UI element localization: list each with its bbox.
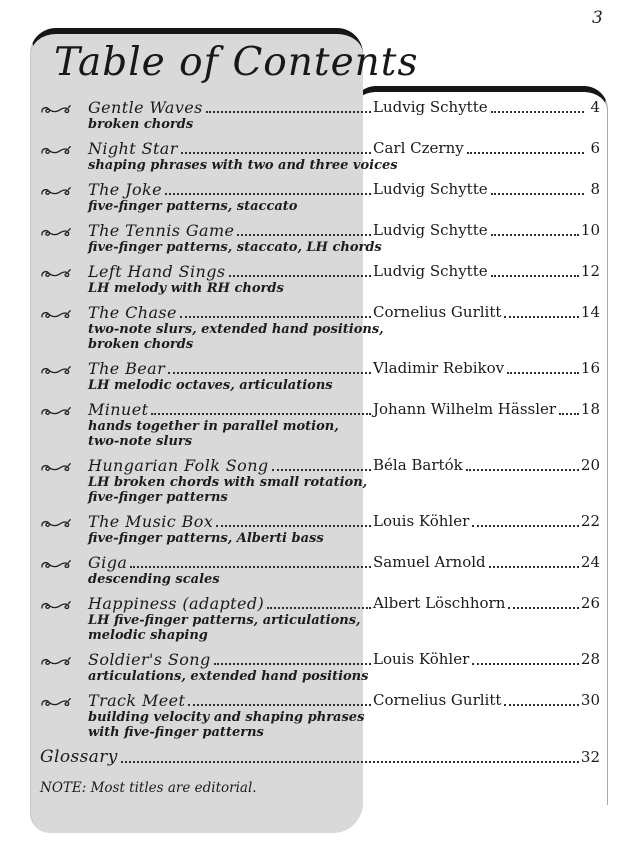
piece-page-number: 8 (590, 180, 600, 198)
composer-name: Carl Czerny (373, 139, 464, 157)
piece-page-number: 20 (580, 456, 600, 474)
composer-name: Béla Bartók (373, 456, 463, 474)
toc-entry-line (88, 650, 600, 669)
swirl-flourish-icon (40, 139, 88, 173)
toc-entry (40, 691, 600, 740)
leader-dots (504, 316, 579, 318)
skill-description: articulations, extended hand positions (88, 669, 369, 684)
leader-dots (267, 607, 371, 609)
toc-entry-body (88, 456, 600, 505)
skill-description: five-finger patterns (88, 490, 228, 505)
skill-description: two-note slurs, extended hand positions, (88, 322, 384, 337)
toc-entry-lead (88, 553, 373, 572)
composer-name: Cornelius Gurlitt (373, 691, 502, 709)
composer-name: Ludvig Schytte (373, 262, 488, 280)
toc-entry-lead (88, 400, 373, 419)
piece-page-number: 28 (580, 650, 600, 668)
skill-description: five-finger patterns, staccato, LH chords (88, 240, 382, 255)
swirl-flourish-icon (40, 594, 88, 643)
page-title: Table of Contents (54, 40, 419, 85)
leader-dots (491, 234, 579, 236)
leader-dots (151, 413, 371, 415)
toc-entry-body (88, 691, 600, 740)
skill-description: LH broken chords with small rotation, (88, 475, 368, 490)
toc-entry-body (88, 594, 600, 643)
glossary-page-number: 32 (580, 748, 600, 766)
toc-entry (40, 553, 600, 587)
toc-entry-line (88, 594, 600, 613)
toc-entry-line (88, 456, 600, 475)
toc-entry-line (88, 691, 600, 710)
toc-entry-line (88, 262, 600, 281)
skill-description: building velocity and shaping phrases (88, 710, 365, 725)
leader-dots (491, 111, 584, 113)
piece-page-number: 16 (580, 359, 600, 377)
piece-title: The Tennis Game (88, 221, 235, 240)
toc-content (40, 98, 600, 796)
swirl-flourish-icon (40, 359, 88, 393)
leader-dots (507, 372, 579, 374)
leader-dots (181, 152, 371, 154)
leader-dots (559, 413, 579, 415)
toc-entry (40, 594, 600, 643)
toc-entry-lead (88, 456, 373, 475)
toc-entry (40, 139, 600, 173)
skill-description: broken chords (88, 337, 194, 352)
piece-page-number: 6 (590, 139, 600, 157)
skill-description: shaping phrases with two and three voices (88, 158, 398, 173)
composer-name: Samuel Arnold (373, 553, 486, 571)
composer-name: Ludvig Schytte (373, 180, 488, 198)
toc-entry-line (88, 221, 600, 240)
piece-page-number: 10 (580, 221, 600, 239)
skill-description: descending scales (88, 572, 220, 587)
swirl-flourish-icon (40, 262, 88, 296)
swirl-flourish-icon (40, 512, 88, 546)
page-number: 3 (592, 8, 603, 28)
leader-dots (188, 704, 371, 706)
toc-entry-lead (88, 98, 373, 117)
leader-dots (168, 372, 371, 374)
piece-title: Giga (88, 553, 128, 572)
skill-description: melodic shaping (88, 628, 208, 643)
leader-dots (130, 566, 371, 568)
piece-title: Minuet (88, 400, 149, 419)
toc-entry-lead (88, 512, 373, 531)
piece-page-number: 26 (580, 594, 600, 612)
toc-entry-line (88, 303, 600, 322)
composer-name: Louis Köhler (373, 512, 470, 530)
skill-description: five-finger patterns, staccato (88, 199, 298, 214)
toc-entry-lead (88, 650, 373, 669)
skill-description: two-note slurs (88, 434, 193, 449)
toc-entry-body (88, 98, 600, 132)
piece-title: Happiness (adapted) (88, 594, 265, 613)
piece-title: The Joke (88, 180, 162, 199)
piece-page-number: 24 (580, 553, 600, 571)
swirl-flourish-icon (40, 691, 88, 740)
leader-dots (472, 663, 579, 665)
swirl-flourish-icon (40, 553, 88, 587)
toc-entry (40, 400, 600, 449)
toc-entry-body (88, 262, 600, 296)
toc-entry-line (88, 180, 600, 199)
leader-dots (472, 525, 579, 527)
toc-entry (40, 180, 600, 214)
glossary-title: Glossary (40, 747, 118, 767)
piece-page-number: 18 (580, 400, 600, 418)
leader-dots (272, 469, 371, 471)
piece-title: The Bear (88, 359, 166, 378)
toc-entry-lead (88, 594, 373, 613)
leader-dots (229, 275, 372, 277)
leader-dots (214, 663, 371, 665)
piece-page-number: 12 (580, 262, 600, 280)
leader-dots (237, 234, 371, 236)
composer-name: Albert Löschhorn (373, 594, 506, 612)
toc-entry-line (88, 359, 600, 378)
leader-dots (206, 111, 371, 113)
composer-name: Cornelius Gurlitt (373, 303, 502, 321)
toc-entry-line (88, 400, 600, 419)
toc-entry-lead (88, 180, 373, 199)
toc-entry-body (88, 303, 600, 352)
toc-entry-lead (88, 691, 373, 710)
toc-entry-lead (88, 221, 373, 240)
toc-entry-body (88, 139, 600, 173)
toc-entry-body (88, 359, 600, 393)
leader-dots (180, 316, 371, 318)
toc-entry-body (88, 400, 600, 449)
composer-name: Ludvig Schytte (373, 221, 488, 239)
toc-entry-body (88, 512, 600, 546)
toc-entry (40, 512, 600, 546)
skill-description: LH melody with RH chords (88, 281, 284, 296)
toc-entry-lead (88, 262, 373, 281)
piece-page-number: 4 (590, 98, 600, 116)
toc-entry (40, 221, 600, 255)
swirl-flourish-icon (40, 456, 88, 505)
skill-description: LH melodic octaves, articulations (88, 378, 333, 393)
toc-entry-lead (88, 139, 373, 158)
editorial-note: NOTE: Most titles are editorial. (40, 780, 257, 796)
swirl-flourish-icon (40, 400, 88, 449)
leader-dots (165, 193, 371, 195)
skill-description: with five-finger patterns (88, 725, 264, 740)
toc-entry-line (88, 139, 600, 158)
toc-entry-body (88, 553, 600, 587)
piece-page-number: 14 (580, 303, 600, 321)
toc-entry-lead (88, 303, 373, 322)
skill-description: hands together in parallel motion, (88, 419, 339, 434)
piece-title: Night Star (88, 139, 178, 158)
swirl-flourish-icon (40, 180, 88, 214)
piece-title: Soldier's Song (88, 650, 211, 669)
toc-entry-list (40, 98, 600, 740)
composer-name: Louis Köhler (373, 650, 470, 668)
glossary-row (40, 747, 600, 767)
toc-entry (40, 456, 600, 505)
piece-title: The Chase (88, 303, 177, 322)
piece-title: The Music Box (88, 512, 214, 531)
toc-entry-lead (88, 359, 373, 378)
leader-dots (121, 761, 579, 763)
piece-title: Hungarian Folk Song (88, 456, 269, 475)
swirl-flourish-icon (40, 221, 88, 255)
toc-entry (40, 262, 600, 296)
piece-title: Gentle Waves (88, 98, 203, 117)
toc-entry-line (88, 553, 600, 572)
leader-dots (491, 193, 584, 195)
piece-title: Track Meet (88, 691, 186, 710)
composer-name: Vladimir Rebikov (373, 359, 505, 377)
piece-title: Left Hand Sings (88, 262, 226, 281)
toc-entry-line (88, 512, 600, 531)
skill-description: five-finger patterns, Alberti bass (88, 531, 324, 546)
leader-dots (491, 275, 579, 277)
leader-dots (504, 704, 579, 706)
toc-entry (40, 650, 600, 684)
composer-name: Johann Wilhelm Hässler (373, 400, 557, 418)
leader-dots (489, 566, 579, 568)
piece-page-number: 30 (580, 691, 600, 709)
toc-entry-body (88, 650, 600, 684)
toc-entry (40, 98, 600, 132)
leader-dots (508, 607, 579, 609)
composer-name: Ludvig Schytte (373, 98, 488, 116)
swirl-flourish-icon (40, 303, 88, 352)
toc-entry-line (88, 98, 600, 117)
toc-entry-body (88, 180, 600, 214)
skill-description: LH five-finger patterns, articulations, (88, 613, 361, 628)
skill-description: broken chords (88, 117, 194, 132)
toc-entry (40, 303, 600, 352)
leader-dots (466, 469, 579, 471)
swirl-flourish-icon (40, 98, 88, 132)
swirl-flourish-icon (40, 650, 88, 684)
piece-page-number: 22 (580, 512, 600, 530)
toc-entry-body (88, 221, 600, 255)
leader-dots (216, 525, 371, 527)
toc-entry (40, 359, 600, 393)
leader-dots (467, 152, 584, 154)
